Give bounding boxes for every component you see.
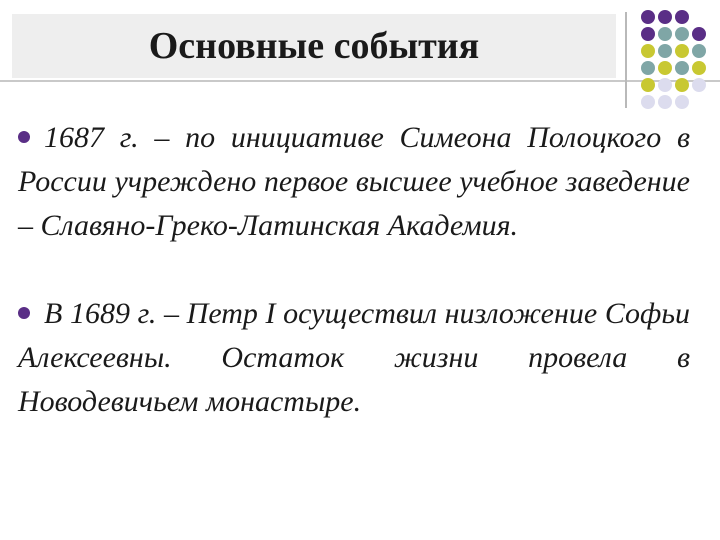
dot-yellow: [692, 61, 706, 75]
dot-yellow: [675, 78, 689, 92]
slide-title: Основные события: [148, 25, 480, 67]
bullet-icon: [18, 307, 30, 319]
dot-purple: [692, 27, 706, 41]
dot-purple: [641, 10, 655, 24]
dot-teal: [675, 61, 689, 75]
dot-yellow: [641, 44, 655, 58]
dot-yellow: [658, 61, 672, 75]
paragraph-text: 1687 г. – по инициативе Симеона Полоцкого в России учреждено первое высшее учебное заведение – Славяно-Греко-Латинская Академия.: [18, 121, 690, 242]
decorative-dot-grid: [0, 0, 720, 120]
dot-yellow: [641, 78, 655, 92]
bullet-paragraph-1689: [18, 292, 690, 424]
dot-teal: [675, 27, 689, 41]
slide-body: [18, 116, 690, 424]
dot-teal: [658, 27, 672, 41]
paragraph-text: В 1689 г. – Петр I осуществил низложение Софьи Алексеевны. Остаток жизни провела в Новодевичьем монастыре.: [18, 297, 690, 418]
dot-teal: [641, 61, 655, 75]
bullet-paragraph-1687: [18, 116, 690, 248]
dot-purple: [658, 10, 672, 24]
dot-light: [692, 78, 706, 92]
dot-purple: [641, 27, 655, 41]
bullet-icon: [18, 131, 30, 143]
dot-light: [658, 95, 672, 109]
dot-light: [641, 95, 655, 109]
dot-light: [675, 95, 689, 109]
dot-yellow: [675, 44, 689, 58]
dot-light: [658, 78, 672, 92]
dot-teal: [658, 44, 672, 58]
dot-teal: [692, 44, 706, 58]
dot-purple: [675, 10, 689, 24]
